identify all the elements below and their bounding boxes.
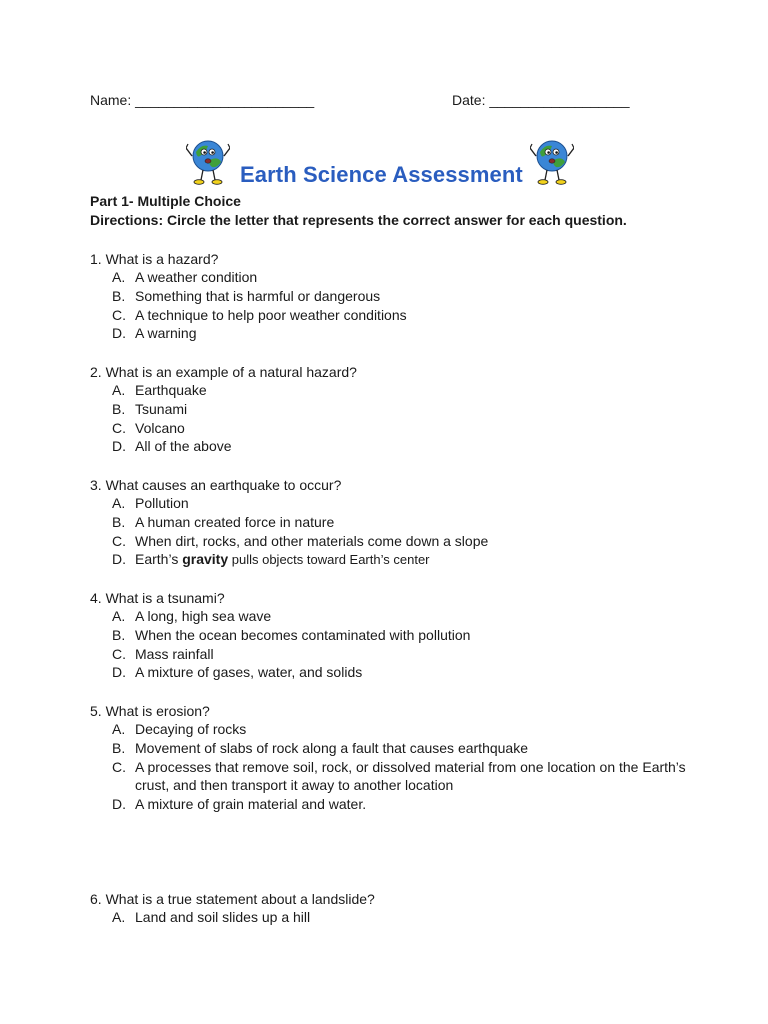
option-text: A technique to help poor weather conditions — [135, 306, 407, 323]
question-text: 6. What is a true statement about a landslide? — [90, 891, 375, 907]
option-a[interactable] — [90, 494, 690, 513]
question-6 — [90, 890, 690, 927]
option-letter: C. — [112, 419, 126, 436]
option-b[interactable] — [90, 513, 690, 532]
option-b[interactable] — [90, 287, 690, 306]
option-text: Pollution — [135, 495, 189, 511]
option-a[interactable] — [90, 268, 690, 287]
question-3 — [90, 476, 690, 570]
option-letter: C. — [112, 758, 126, 775]
option-letter: D. — [112, 796, 126, 813]
option-letter: B. — [112, 513, 126, 530]
option-text: A processes that remove soil, rock, or dissolved material from one location on the Earth’s crust, and then transport it away to another location — [135, 758, 686, 794]
option-letter: C. — [112, 532, 126, 549]
option-letter: A. — [112, 382, 126, 398]
option-letter: B. — [112, 739, 126, 756]
option-d[interactable] — [90, 437, 690, 456]
option-text: A weather condition — [135, 269, 258, 285]
option-letter: A. — [112, 495, 126, 511]
option-b[interactable] — [90, 626, 690, 645]
option-text: A long, high sea wave — [135, 608, 272, 624]
option-text: Movement of slabs of rock along a fault that causes earthquake — [135, 739, 529, 756]
option-text-bold: gravity — [182, 551, 229, 568]
directions-text: Directions: Circle the letter that represents the correct answer for each question. — [90, 212, 627, 228]
question-1 — [90, 250, 690, 343]
option-text: A mixture of gases, water, and solids — [135, 664, 363, 681]
option-text: Tsunami — [135, 400, 188, 417]
option-text: Decaying of rocks — [135, 721, 247, 737]
option-letter: A. — [112, 269, 126, 285]
option-letter: A. — [112, 721, 126, 737]
question-5 — [90, 702, 690, 814]
option-a[interactable] — [90, 908, 690, 927]
option-text — [135, 551, 430, 567]
option-letter: D. — [112, 551, 126, 568]
option-c[interactable] — [90, 532, 690, 551]
option-text: A mixture of grain material and water. — [135, 796, 367, 813]
option-text: Volcano — [135, 419, 185, 436]
option-b[interactable] — [90, 739, 690, 758]
option-c[interactable] — [90, 419, 690, 438]
option-text: Earthquake — [135, 382, 207, 398]
question-2 — [90, 363, 690, 456]
option-letter: A. — [112, 909, 126, 925]
option-text: Something that is harmful or dangerous — [135, 287, 381, 304]
option-d[interactable] — [90, 550, 690, 570]
option-letter: B. — [112, 626, 126, 643]
name-field[interactable]: Name: _______________________ — [90, 92, 315, 108]
date-field[interactable]: Date: __________________ — [452, 92, 630, 108]
option-text: All of the above — [135, 438, 232, 455]
option-d[interactable] — [90, 324, 690, 343]
option-b[interactable] — [90, 400, 690, 419]
option-letter: B. — [112, 400, 126, 417]
option-a[interactable] — [90, 381, 690, 400]
title-row — [0, 134, 768, 190]
question-text: 5. What is erosion? — [90, 703, 210, 719]
option-text: When dirt, rocks, and other materials come down a slope — [135, 532, 489, 549]
option-letter: D. — [112, 325, 126, 342]
option-letter: D. — [112, 664, 126, 681]
option-d[interactable] — [90, 795, 690, 814]
question-text: 2. What is an example of a natural hazard? — [90, 364, 357, 380]
option-text-pre: Earth’s — [135, 551, 183, 568]
option-c[interactable] — [90, 758, 695, 796]
option-text: Land and soil slides up a hill — [135, 909, 311, 925]
option-text: A human created force in nature — [135, 513, 335, 530]
option-letter: A. — [112, 608, 126, 624]
option-letter: C. — [112, 306, 126, 323]
option-letter: C. — [112, 645, 126, 662]
option-text: Mass rainfall — [135, 645, 214, 662]
option-d[interactable] — [90, 663, 690, 682]
option-c[interactable] — [90, 306, 690, 325]
option-a[interactable] — [90, 720, 690, 739]
option-text-post: pulls objects toward Earth’s center — [228, 552, 430, 568]
option-letter: B. — [112, 287, 126, 304]
earth-mascot-icon — [530, 134, 574, 188]
option-letter: D. — [112, 438, 126, 455]
option-c[interactable] — [90, 645, 690, 664]
option-text: A warning — [135, 325, 197, 342]
question-text: 3. What causes an earthquake to occur? — [90, 477, 342, 493]
earth-mascot-icon — [186, 134, 230, 188]
option-a[interactable] — [90, 607, 690, 626]
question-text: 4. What is a tsunami? — [90, 590, 225, 606]
part-heading: Part 1- Multiple Choice — [90, 193, 241, 209]
option-text: When the ocean becomes contaminated with pollution — [135, 626, 471, 643]
question-4 — [90, 589, 690, 682]
header-row — [90, 92, 650, 112]
page-title: Earth Science Assessment — [240, 162, 523, 187]
question-text: 1. What is a hazard? — [90, 251, 219, 267]
